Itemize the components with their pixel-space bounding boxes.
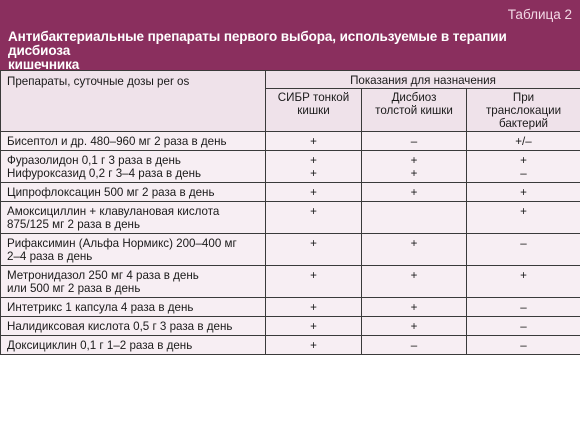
table-row [1, 183, 580, 202]
indication-mark: + [520, 205, 527, 218]
indication-mark: + [410, 154, 418, 167]
indication-cell-dysb [362, 202, 467, 234]
drug-cell [1, 336, 266, 355]
indication-mark: – [520, 237, 527, 250]
indication-mark [368, 205, 460, 218]
drug-line: 2–4 раза в день [7, 250, 93, 263]
drug-line: Ципрофлоксацин 500 мг 2 раза в день [7, 186, 215, 199]
table-row [1, 336, 580, 355]
indication-mark: + [410, 186, 418, 199]
indication-cell-dysb [362, 317, 467, 336]
indication-mark: + [410, 269, 418, 282]
indication-cell-trans [467, 151, 580, 183]
indication-mark: – [520, 339, 527, 352]
indication-cell-dysb [362, 151, 467, 183]
table-row [1, 202, 580, 234]
indication-cell-dysb [362, 132, 467, 151]
drug-line: 875/125 мг 2 раза в день [7, 218, 141, 231]
indication-cell-sibo [266, 234, 362, 266]
table-title [8, 30, 572, 72]
drug-line: Бисептол и др. 480–960 мг 2 раза в день [7, 135, 227, 148]
column-header-sibo: СИБР тонкой кишки [266, 89, 362, 132]
drug-cell [1, 202, 266, 234]
indication-cell-dysb [362, 183, 467, 202]
indication-cell-sibo [266, 298, 362, 317]
indication-cell-trans [467, 183, 580, 202]
drug-line: Метронидазол 250 мг 4 раза в день [7, 269, 199, 282]
table-number: Таблица 2 [507, 7, 572, 22]
indication-mark: + [410, 301, 418, 314]
drug-cell [1, 132, 266, 151]
indication-mark: + [310, 301, 317, 314]
indication-cell-dysb [362, 234, 467, 266]
indication-cell-dysb [362, 336, 467, 355]
drug-table [0, 70, 580, 355]
indication-cell-trans [467, 317, 580, 336]
indication-cell-trans [467, 202, 580, 234]
indication-cell-trans [467, 266, 580, 298]
indication-mark: + [310, 237, 317, 250]
indication-mark: – [520, 167, 527, 180]
table-row [1, 132, 580, 151]
indication-cell-trans [467, 298, 580, 317]
table-row [1, 234, 580, 266]
table-row [1, 151, 580, 183]
indication-cell-sibo [266, 132, 362, 151]
drug-line: Доксициклин 0,1 г 1–2 раза в день [7, 339, 193, 352]
drug-cell [1, 298, 266, 317]
indication-cell-sibo [266, 151, 362, 183]
column-header-translocation: При транслокации бактерий [467, 89, 580, 132]
indication-mark: + [520, 269, 527, 282]
indication-mark: + [310, 205, 317, 218]
indication-mark: + [310, 167, 317, 180]
indication-mark: + [310, 269, 317, 282]
indication-cell-sibo [266, 317, 362, 336]
indication-cell-sibo [266, 202, 362, 234]
table-row [1, 298, 580, 317]
indication-mark: – [410, 135, 418, 148]
indication-mark: + [520, 154, 527, 167]
indication-mark: + [310, 320, 317, 333]
table-row [1, 266, 580, 298]
drug-cell [1, 234, 266, 266]
column-header-indications: Показания для назначения [266, 71, 580, 89]
indication-cell-sibo [266, 183, 362, 202]
indication-mark: – [410, 339, 418, 352]
indication-cell-trans [467, 234, 580, 266]
table-header-band [0, 0, 580, 70]
indication-mark: + [310, 135, 317, 148]
indication-mark: – [520, 301, 527, 314]
drug-line: или 500 мг 2 раза в день [7, 282, 141, 295]
column-header-dysbiosis: Дисбиоз толстой кишки [362, 89, 467, 132]
indication-cell-trans [467, 132, 580, 151]
indication-cell-dysb [362, 298, 467, 317]
drug-cell [1, 183, 266, 202]
indication-mark: + [520, 186, 527, 199]
indication-cell-dysb [362, 266, 467, 298]
column-header-drugs: Препараты, суточные дозы per os [1, 71, 266, 132]
table-row [1, 317, 580, 336]
indication-mark: – [520, 320, 527, 333]
indication-mark: + [310, 339, 317, 352]
indication-mark: + [410, 167, 418, 180]
drug-cell [1, 317, 266, 336]
drug-line: Налидиксовая кислота 0,5 г 3 раза в день [7, 320, 233, 333]
indication-cell-sibo [266, 266, 362, 298]
drug-cell [1, 151, 266, 183]
indication-mark: +/– [515, 135, 532, 148]
drug-line: Амоксициллин + клавулановая кислота [7, 205, 220, 218]
drug-line: Рифаксимин (Альфа Нормикс) 200–400 мг [7, 237, 237, 250]
indication-mark: + [310, 154, 317, 167]
indication-cell-sibo [266, 336, 362, 355]
table-title-line-2: кишечника [8, 57, 80, 72]
indication-cell-trans [467, 336, 580, 355]
table-title-line-1: Антибактериальные препараты первого выбора, используемые в терапии дисбиоза [8, 29, 507, 58]
indication-mark: + [410, 237, 418, 250]
drug-line: Фуразолидон 0,1 г 3 раза в день [7, 154, 181, 167]
indication-mark: + [310, 186, 317, 199]
drug-line: Нифуроксазид 0,2 г 3–4 раза в день [7, 167, 202, 180]
drug-line: Интетрикс 1 капсула 4 раза в день [7, 301, 194, 314]
indication-mark: + [410, 320, 418, 333]
drug-cell [1, 266, 266, 298]
